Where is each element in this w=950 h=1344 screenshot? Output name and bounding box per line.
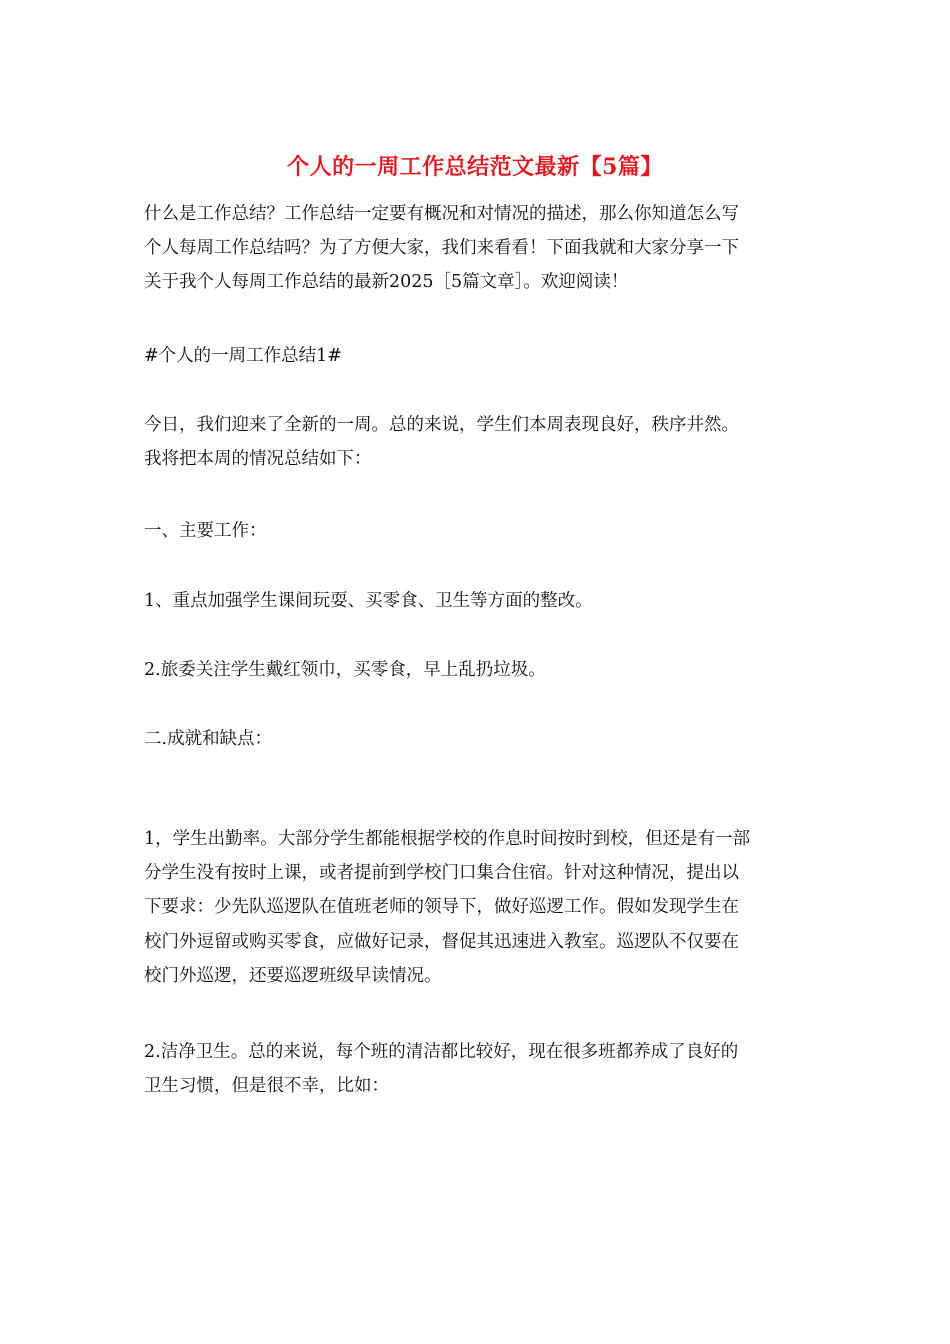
intro-line: 个人每周工作总结吗？为了方便大家，我们来看看！下面我就和大家分享一下 <box>144 238 739 259</box>
hygiene-paragraph <box>144 1035 738 1103</box>
attendance-paragraph <box>144 822 750 993</box>
attendance-line: 分学生没有按时上课，或者提前到学校门口集合住宿。针对这种情况，提出以 <box>144 863 739 884</box>
hygiene-line: 2.洁净卫生。总的来说，每个班的清洁都比较好，现在很多班都养成了良好的 <box>144 1042 739 1062</box>
document-title: 个人的一周工作总结范文最新【5篇】 <box>287 154 663 180</box>
opening-paragraph <box>144 408 739 476</box>
attendance-line: 校门外逗留或购买零食，应做好记录，督促其迅速进入教室。巡逻队不仅要在 <box>144 931 739 952</box>
attendance-line: 下要求：少先队巡逻队在值班老师的领导下，做好巡逻工作。假如发现学生在 <box>144 897 739 918</box>
work-item-2: 2.旅委关注学生戴红领巾，买零食，早上乱扔垃圾。 <box>144 660 546 680</box>
intro-line: 关于我个人每周工作总结的最新2025［5篇文章］。欢迎阅读！ <box>144 272 629 293</box>
intro-line: 什么是工作总结？工作总结一定要有概况和对情况的描述，那么你知道怎么写 <box>144 204 739 224</box>
part-two-heading: 二.成就和缺点： <box>144 729 273 749</box>
attendance-line: 校门外巡逻，还要巡逻班级早读情况。 <box>144 965 442 986</box>
opening-line: 今日，我们迎来了全新的一周。总的来说，学生们本周表现良好，秩序井然。 <box>144 415 739 435</box>
intro-paragraph <box>144 197 739 300</box>
opening-line: 我将把本周的情况总结如下： <box>144 449 372 470</box>
section-heading: #个人的一周工作总结1# <box>144 346 342 366</box>
work-item-1: 1、重点加强学生课间玩耍、买零食、卫生等方面的整改。 <box>144 591 593 611</box>
part-one-heading: 一、主要工作： <box>144 521 267 541</box>
attendance-line: 1，学生出勤率。大部分学生都能根据学校的作息时间按时到校，但还是有一部 <box>144 829 751 849</box>
hygiene-line: 卫生习惯，但是很不幸，比如： <box>144 1076 389 1097</box>
